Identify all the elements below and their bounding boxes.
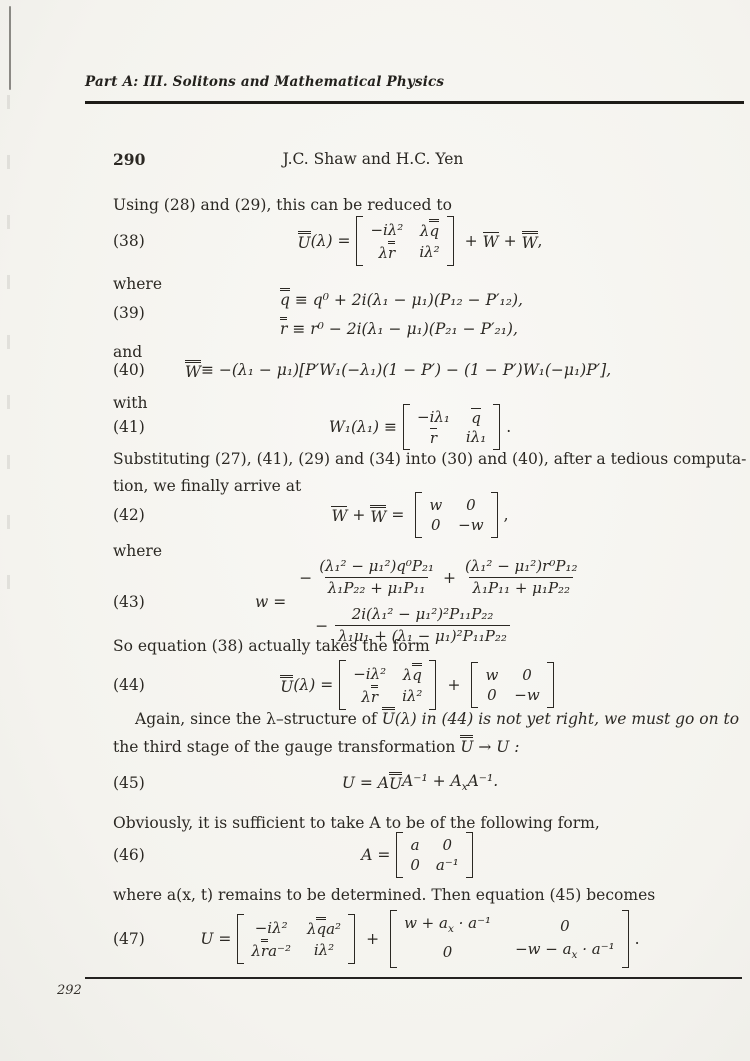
matrix-cell: −iλ²	[353, 665, 387, 683]
matrix-cell: iλ²	[419, 243, 440, 261]
matrix-cell: λqa²	[307, 917, 341, 939]
matrix-cell: 0	[442, 943, 453, 961]
u-double-bar: U	[280, 675, 293, 696]
equation-label: (44)	[113, 676, 145, 694]
rhs: $A^{-1} + A_xA^{-1}$.	[402, 772, 499, 794]
matrix-cell: 0	[410, 856, 420, 874]
subscript-x: x	[447, 923, 454, 935]
subscript-x: x	[571, 949, 578, 961]
matrix-cell: 0	[560, 917, 570, 935]
equation-40	[113, 360, 665, 381]
lhs: U =	[200, 930, 232, 948]
paragraph-again-line1: Again, since the λ–structure of U(λ) in (44) is not yet right, we must go on to	[135, 706, 739, 733]
paragraph-where-a: where a(x, t) remains to be determined. Then equation (45) becomes	[113, 886, 656, 904]
w-double-bar: W	[370, 505, 386, 526]
matrix-cell: λra⁻²	[251, 939, 291, 961]
equation-label: (38)	[113, 232, 145, 250]
matrix-cell: λq	[403, 663, 422, 685]
paragraph-intro: Using (28) and (29), this can be reduced to	[113, 196, 452, 214]
header-rule	[85, 101, 744, 104]
matrix-cell: w	[429, 496, 443, 514]
equation-label: (39)	[113, 304, 145, 322]
matrix-cell: a⁻¹	[435, 856, 459, 874]
fraction: $\frac{\text{2i(λ₁² − μ₁²)²P₁₁P₂₂}}{\text{λ₁μ₁ + (λ₁ − μ₁)²P₁₁P₂₂}}$	[335, 604, 510, 647]
matrix	[396, 832, 472, 878]
equation-42	[113, 492, 665, 538]
q-definition: q ≡ q⁰ + 2i(λ₁ − μ₁)(P₁₂ − P′₁₂),	[280, 288, 523, 309]
right-bracket	[348, 914, 355, 964]
left-bracket	[356, 216, 363, 266]
scan-artifact-smudge	[7, 95, 10, 615]
matrix-cell: 0	[522, 666, 532, 684]
matrix-cell: iλ²	[313, 941, 335, 959]
matrix-cell: w	[485, 666, 499, 684]
left-bracket	[390, 910, 397, 968]
equation-45	[113, 772, 665, 793]
left-bracket	[237, 914, 244, 964]
u-double-bar: U	[389, 772, 402, 793]
plus-sign: +	[352, 506, 366, 524]
matrix	[339, 660, 436, 710]
right-bracket	[493, 404, 500, 450]
word-where: where	[113, 542, 163, 560]
fraction-row-1	[296, 556, 581, 599]
matrix-cell: −iλ²	[254, 919, 288, 937]
w-bar: W	[482, 232, 499, 251]
footer-rule	[85, 977, 742, 979]
equation-46	[113, 832, 665, 878]
w-bar: W	[331, 506, 348, 525]
fraction: $\frac{\text{(λ₁² − μ₁²)q⁰P₂₁}}{\text{λ₁P₂₂ + μ₁P₁₁}}$	[319, 557, 435, 597]
equation-label: (47)	[113, 930, 145, 948]
matrix-cell: λq	[420, 219, 439, 241]
left-bracket	[396, 832, 403, 878]
equation-label: (43)	[113, 592, 145, 611]
word-and: and	[113, 343, 143, 361]
matrix-cell: q	[471, 409, 481, 427]
left-bracket	[415, 492, 422, 538]
lhs: U = A	[341, 773, 389, 792]
w-double-bar: W	[522, 231, 538, 252]
left-bracket	[403, 404, 410, 450]
matrix-cell: λr	[379, 241, 396, 263]
plus-sign: +	[464, 232, 478, 250]
paragraph-so-form: So equation (38) actually takes the form	[113, 637, 430, 655]
right-bracket	[547, 662, 554, 708]
word-with: with	[113, 394, 148, 412]
matrix-cell: r	[429, 429, 438, 447]
matrix-cell: 0	[430, 516, 441, 534]
matrix-cell: −w	[458, 516, 484, 534]
comma: ,	[537, 232, 543, 250]
plus-sign: +	[443, 568, 457, 587]
subscript-x: x	[461, 781, 468, 794]
page-number-top: 290	[113, 150, 146, 169]
equation-label: (40)	[113, 361, 145, 380]
matrix	[390, 910, 629, 968]
period: .	[634, 930, 640, 948]
matrix	[403, 404, 500, 450]
matrix	[237, 914, 355, 964]
minus-sign: −	[315, 616, 329, 635]
paragraph-again-line2: the third stage of the gauge transformation U → U :	[113, 734, 519, 761]
equation-label: (46)	[113, 846, 145, 864]
u-double-bar: U	[382, 707, 395, 728]
page-number-bottom: 292	[57, 983, 82, 998]
matrix-cell: 0	[466, 496, 476, 514]
matrix-cell: −iλ₁	[417, 408, 450, 426]
right-bracket	[622, 910, 629, 968]
comma: ,	[503, 506, 509, 524]
matrix-cell: −iλ²	[370, 221, 404, 239]
paragraph-substituting-line1: Substituting (27), (41), (29) and (34) into (30) and (40), after a tedious computa-	[113, 450, 747, 468]
matrix	[415, 492, 497, 538]
right-bracket	[447, 216, 454, 266]
w-equals: w =	[255, 592, 287, 611]
lhs: (λ) =	[293, 676, 334, 694]
left-bracket	[471, 662, 478, 708]
running-header: Part A: III. Solitons and Mathematical Physics	[85, 74, 445, 90]
right-bracket	[466, 832, 473, 878]
paragraph-obviously: Obviously, it is sufficient to take A to be of the following form,	[113, 814, 600, 832]
equation-label: (41)	[113, 418, 145, 436]
matrix-cell: λr	[361, 685, 378, 707]
matrix-cell: iλ₁	[465, 428, 487, 446]
equation-41	[113, 404, 665, 450]
equals-sign: =	[391, 506, 405, 524]
equation-38	[113, 216, 665, 266]
fraction: $\frac{\text{(λ₁² − μ₁²)r⁰P₁₂}}{\text{λ₁P₁₁ + μ₁P₂₂}}$	[465, 557, 578, 597]
right-bracket	[491, 492, 498, 538]
plus-sign: +	[366, 930, 380, 948]
lhs: W₁(λ₁) ≡	[328, 418, 398, 436]
matrix-cell: a	[410, 836, 420, 854]
u-double-bar: U	[298, 231, 311, 252]
u-double-bar: U	[460, 735, 473, 756]
matrix-cell: $-w - a_x \cdot a^{-1}$	[515, 940, 615, 961]
minus-sign: −	[299, 568, 313, 587]
matrix-cell: 0	[442, 836, 453, 854]
equation-label: (45)	[113, 773, 145, 792]
scan-artifact-line	[9, 6, 11, 90]
plus-sign: +	[503, 232, 517, 250]
matrix	[356, 216, 453, 266]
w-double-bar: W	[185, 360, 201, 381]
right-bracket	[429, 660, 436, 710]
period: .	[506, 418, 512, 436]
equation-label: (42)	[113, 506, 145, 524]
matrix	[471, 662, 553, 708]
lhs: (λ) =	[310, 232, 351, 250]
equation-44	[113, 660, 665, 710]
w-definition: ≡ −(λ₁ − μ₁)[P′W₁(−λ₁)(1 − P′) − (1 − P′)W₁(−μ₁)P′],	[200, 361, 612, 380]
lhs: A =	[361, 846, 391, 864]
word-where: where	[113, 275, 163, 293]
equation-39	[113, 288, 665, 338]
matrix-cell: $w + a_x \cdot a^{-1}$	[404, 914, 492, 935]
authors-header: J.C. Shaw and H.C. Yen	[282, 150, 464, 168]
matrix-cell: 0	[487, 686, 497, 704]
equation-47	[113, 910, 665, 968]
matrix-cell: −w	[514, 686, 540, 704]
matrix-cell: iλ²	[402, 687, 423, 705]
plus-sign: +	[447, 676, 461, 694]
paragraph-substituting-line2: tion, we finally arrive at	[113, 477, 302, 495]
left-bracket	[339, 660, 346, 710]
r-definition: r ≡ r⁰ − 2i(λ₁ − μ₁)(P₂₁ − P′₂₁),	[280, 317, 518, 338]
